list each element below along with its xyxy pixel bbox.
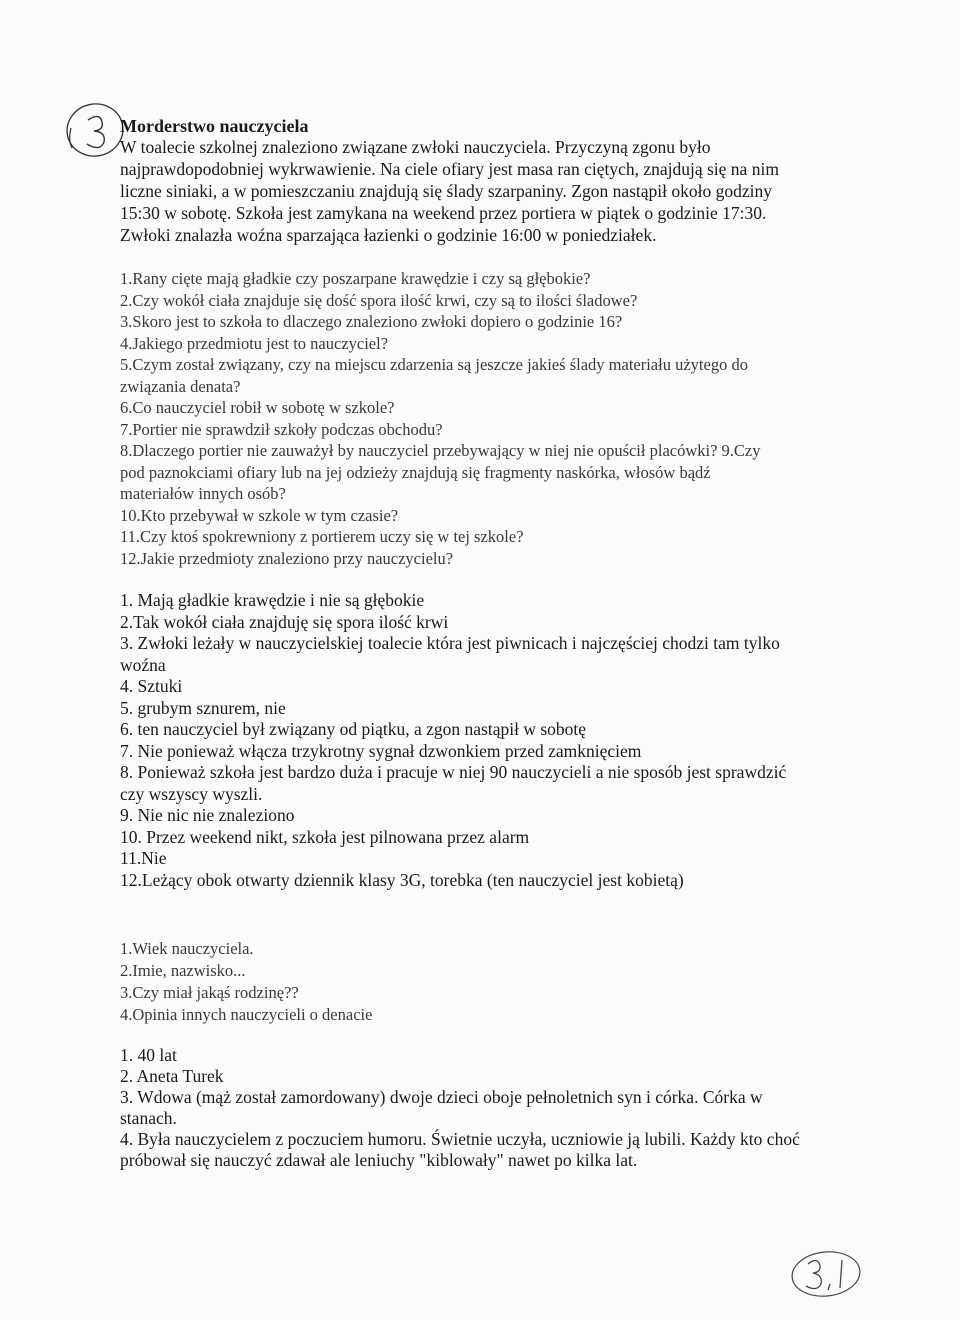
question-line: 8.Dlaczego portier nie zauważył by nauczyciel przebywający w niej nie opuścił placówki? 9.Czy: [120, 441, 761, 460]
answer-line: woźna: [120, 654, 166, 675]
answer-line: czy wszyscy wyszli.: [120, 783, 263, 804]
question-line: 2.Czy wokół ciała znajduje się dość spora ilość krwi, czy są to ilości śladowe?: [120, 290, 638, 310]
answer-line: stanach.: [120, 1108, 177, 1128]
intro-paragraph: [120, 136, 840, 246]
question-line: 3.Skoro jest to szkoła to dlaczego znaleziono zwłoki dopiero o godzinie 16?: [120, 312, 623, 331]
answers-section-1: [120, 590, 860, 891]
question-line: związania denata?: [120, 376, 241, 396]
question-line: 10.Kto przebywał w szkole w tym czasie?: [120, 505, 399, 525]
answer-line: 3. Wdowa (mąż został zamordowany) dwoje dzieci oboje pełnoletnich syn i córka. Córka w: [120, 1087, 763, 1107]
answer-line: 2.Tak wokół ciała znajduję się spora ilość krwi: [120, 611, 449, 632]
answer-line: próbował się nauczyć zdawał ale leniuchy "kiblowały" nawet po kilka lat.: [120, 1150, 638, 1170]
question-line: 6.Co nauczyciel robił w sobotę w szkole?: [120, 398, 395, 417]
document-title: Morderstwo nauczyciela: [120, 116, 309, 136]
question-line: 12.Jakie przedmioty znaleziono przy nauczycielu?: [120, 548, 454, 568]
answer-line: 3. Zwłoki leżały w nauczycielskiej toalecie która jest piwnicach i najczęściej chodzi tam tylko: [120, 633, 780, 653]
answer-line: 1. Mają gładkie krawędzie i nie są głębokie: [120, 590, 425, 610]
question-line: 11.Czy ktoś spokrewniony z portierem uczy się w tej szkole?: [120, 527, 524, 546]
question-line: 4.Opinia innych nauczycieli o denacie: [120, 1005, 373, 1024]
answer-line: 4. Była nauczycielem z poczuciem humoru. Świetnie uczyła, uczniowie ją lubili. Każdy kto choć: [120, 1129, 800, 1149]
intro-line: Zwłoki znalazła woźna sparzająca łazienki o godzinie 16:00 w poniedziałek.: [120, 225, 657, 245]
answer-line: 9. Nie nic nie znaleziono: [120, 805, 295, 825]
question-line: 1.Rany cięte mają gładkie czy poszarpane krawędzie i czy są głębokie?: [120, 269, 591, 288]
answer-line: 2. Aneta Turek: [120, 1066, 224, 1086]
question-line: 4.Jakiego przedmiotu jest to nauczyciel?: [120, 333, 389, 353]
question-line: pod paznokciami ofiary lub na jej odzieży znajdują się fragmenty naskórka, włosów bądź: [120, 462, 711, 482]
answer-line: 11.Nie: [120, 848, 167, 868]
answer-line: 1. 40 lat: [120, 1045, 177, 1065]
question-line: 5.Czym został związany, czy na miejscu zdarzenia są jeszcze jakieś ślady materiału użytego do: [120, 355, 748, 374]
questions-section-1: [120, 268, 860, 569]
answer-line: 12.Leżący obok otwarty dziennik klasy 3G, torebka (ten nauczyciel jest kobietą): [120, 869, 684, 890]
questions-section-2: [120, 938, 860, 1026]
question-line: 3.Czy miał jakąś rodzinę??: [120, 983, 299, 1002]
answer-line: 4. Sztuki: [120, 676, 183, 696]
question-line: 7.Portier nie sprawdził szkoły podczas obchodu?: [120, 419, 443, 439]
answers-section-2: [120, 1045, 860, 1171]
intro-line: liczne siniaki, a w pomieszczaniu znajdują się ślady szarpaniny. Zgon nastąpił około godziny: [120, 181, 773, 201]
answer-line: 5. grubym sznurem, nie: [120, 697, 286, 718]
answer-line: 10. Przez weekend nikt, szkoła jest pilnowana przez alarm: [120, 826, 530, 847]
intro-line: 15:30 w sobotę. Szkoła jest zamykana na weekend przez portiera w piątek o godzinie 17:30.: [120, 203, 767, 223]
answer-line: 7. Nie ponieważ włącza trzykrotny sygnał dzwonkiem przed zamknięciem: [120, 740, 642, 761]
question-line: 1.Wiek nauczyciela.: [120, 939, 254, 958]
question-line: materiałów innych osób?: [120, 484, 286, 503]
answer-line: 8. Ponieważ szkoła jest bardzo duża i pracuje w niej 90 nauczycieli a nie sposób jest sprawdzić: [120, 762, 787, 782]
intro-line: W toalecie szkolnej znaleziono związane zwłoki nauczyciela. Przyczyną zgonu było: [120, 137, 711, 157]
handwritten-page-mark: [786, 1244, 866, 1304]
page-mark-text: 3,1: [786, 1244, 788, 1245]
intro-line: najprawdopodobniej wykrwawienie. Na ciele ofiary jest masa ran ciętych, znajdują się na nim: [120, 159, 779, 179]
answer-line: 6. ten nauczyciel był związany od piątku, a zgon nastąpił w sobotę: [120, 719, 587, 739]
case-number-text: 3: [62, 98, 63, 99]
question-line: 2.Imie, nazwisko...: [120, 961, 246, 980]
